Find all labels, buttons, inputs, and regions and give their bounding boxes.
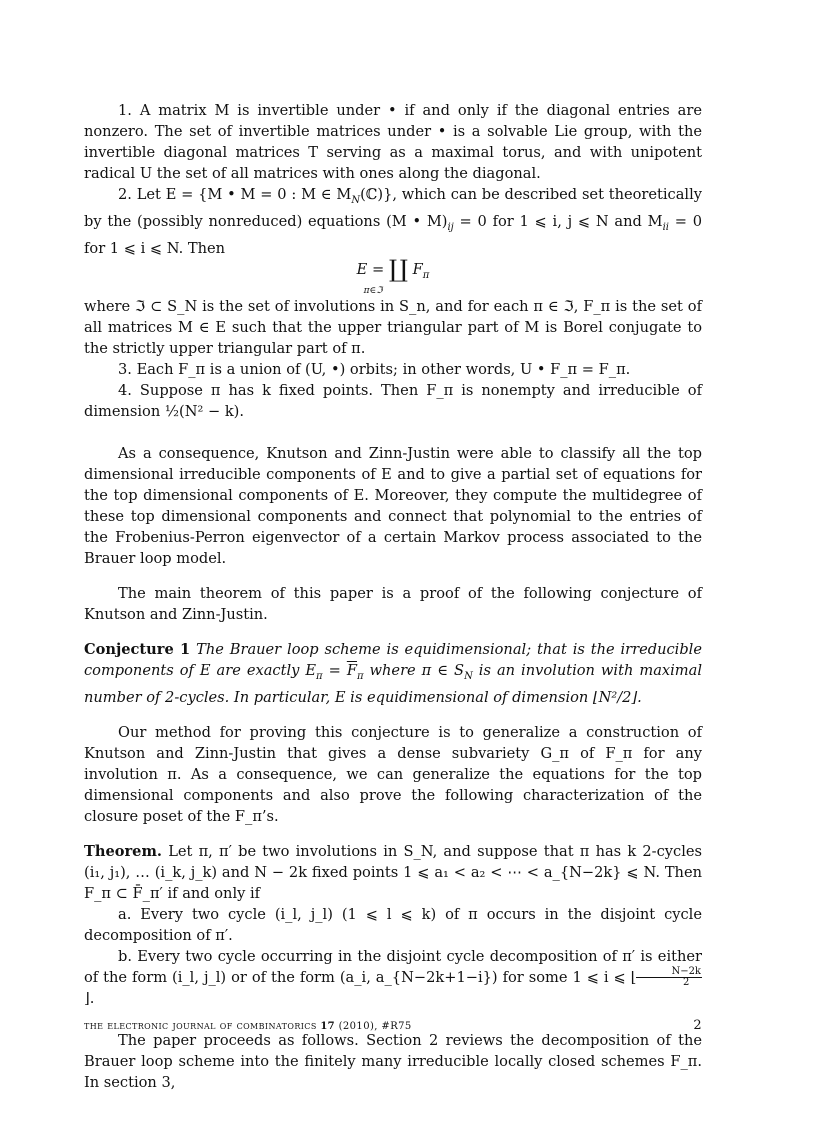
- paragraph-proceeds: The paper proceeds as follows. Section 2 reviews the decomposition of the Brauer loop scheme into the finitely many irreducible locally closed schemes F_π. In section 3,: [84, 1032, 702, 1092]
- footer-volume: 17: [320, 1021, 336, 1032]
- conjecture-1: Conjecture 1 The Brauer loop scheme is equidimensional; that is the irreducible components of E are exactly $E_\pi = \overline{F}_\pi$ where π ∈ $S_N$ is an involution with maximal number of 2-cycles. In particular, E is equidimensional of dimension ⌊N²/2⌋.: [84, 640, 702, 706]
- paragraph-consequence: As a consequence, Knutson and Zinn-Justin were able to classify all the top dimensional irreducible components of E and to give a partial set of equations for the top dimensional components of E. Moreover, they compute the multidegree of these top dimensional components and connect that polynomial to the entries of the Frobenius-Perron eigenvector of a certain Markov process associated to the Brauer loop model.: [84, 444, 702, 567]
- item-3: 3. Each F_π is a union of (U, •) orbits; in other words, U • F_π = F_π.: [118, 360, 631, 378]
- item-2: 2. Let E = {M • M = 0 : M ∈ $M_N(ℂ)$}, which can be described set theoretically by the (possibly nonreduced) equations (M • $M)_{ij} = 0$ for 1 ⩽ i, j ⩽ N and $M_{ii} = 0$ for 1 ⩽ i ⩽ N. Then: [84, 186, 703, 257]
- page-number: 2: [693, 1018, 702, 1033]
- theorem-heading: Theorem.: [84, 842, 162, 860]
- page-body: [84, 100, 702, 1093]
- theorem-part-a: a. Every two cycle (i_l, j_l) (1 ⩽ l ⩽ k) of π occurs in the disjoint cycle decomposition of π′.: [84, 905, 702, 944]
- item-2-where: where ℑ ⊂ S_N is the set of involutions in S_n, and for each π ∈ ℑ, F_π is the set of all matrices M ∈ E such that the upper triangular part of M is Borel conjugate to the strictly upper triangular part of π.: [84, 297, 702, 357]
- theorem-part-b: b. Every two cycle occurring in the disjoint cycle decomposition of π′ is either of the form (i_l, j_l) or of the form (a_i, a_{N−2k+1−i}) for some 1 ⩽ i ⩽ ⌊ $\frac{N-2k}{2}$ ⌋.: [84, 947, 702, 1008]
- paragraph-main-theorem: The main theorem of this paper is a proof of the following conjecture of Knutson and Zinn-Justin.: [84, 584, 702, 623]
- conjecture-heading: Conjecture 1: [84, 640, 191, 658]
- item-1: 1. A matrix M is invertible under • if and only if the diagonal entries are nonzero. The set of invertible matrices under • is a solvable Lie group, with the invertible diagonal matrices T serving as a maximal torus, and with unipotent radical U the set of all matrices with ones along the diagonal.: [84, 102, 702, 182]
- footer-journal: the electronic journal of combinatorics: [84, 1019, 317, 1032]
- fraction: $\frac{N-2k}{2}$: [636, 967, 702, 988]
- paragraph-method: Our method for proving this conjecture is to generalize a construction of Knutson and Zinn-Justin that gives a dense subvariety G_π of F_π for any involution π. As a consequence, we can generalize the equations for the top dimensional components and also prove the following characterization of the closure poset of the F_π’s.: [84, 723, 702, 825]
- coproduct-equation: E = ∐ $F_\pi$ π∈ℑ: [356, 254, 430, 296]
- item-4: 4. Suppose π has k fixed points. Then F_π is nonempty and irreducible of dimension ½(N² − k).: [84, 381, 702, 420]
- page-footer: [84, 1019, 702, 1032]
- footer-year-article: (2010), #R75: [335, 1021, 412, 1032]
- theorem: Theorem. Let π, π′ be two involutions in S_N, and suppose that π has k 2-cycles (i₁, j₁), … (i_k, j_k) and N − 2k fixed points 1 ⩽ a₁ < a₂ < ⋯ < a_{N−2k} ⩽ N. Then F_π ⊂ F̄_π′ if and only if: [84, 842, 702, 902]
